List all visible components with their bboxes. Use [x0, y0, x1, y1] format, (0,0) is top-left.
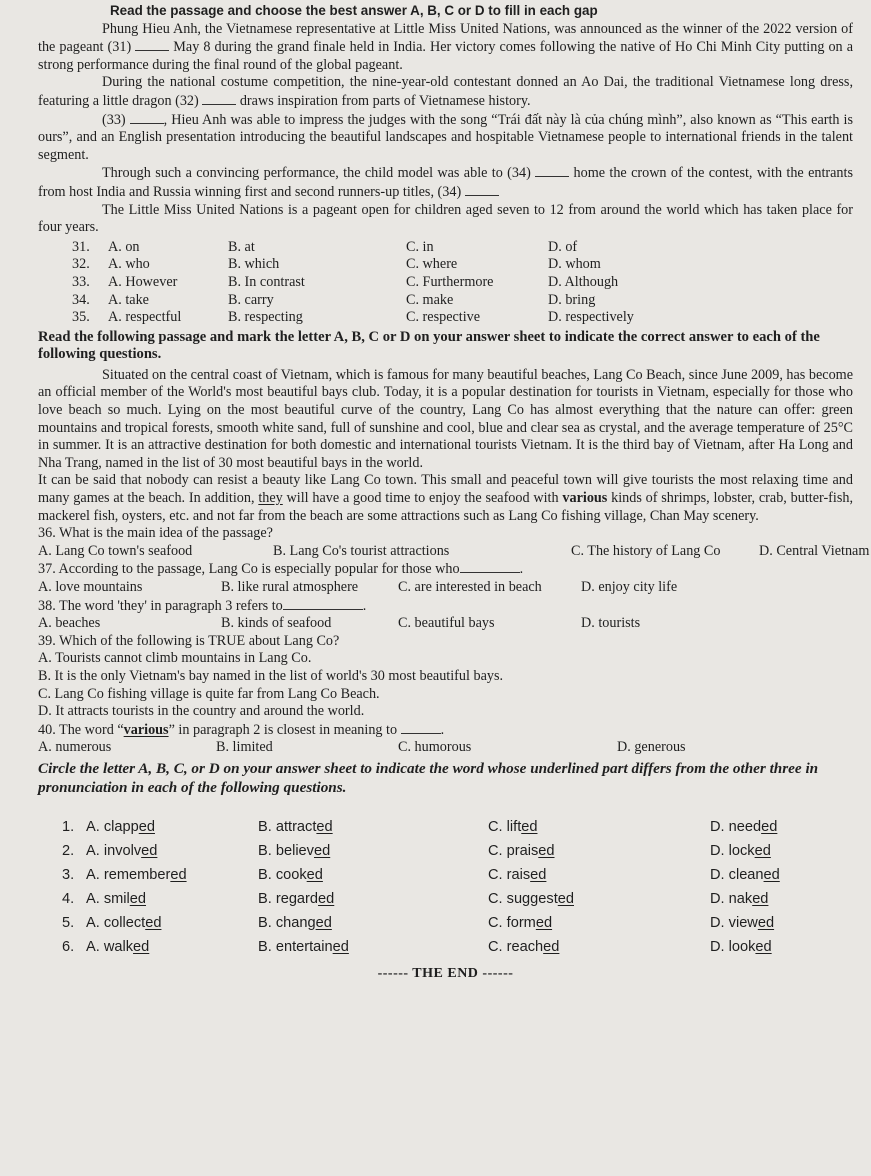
- answer-option[interactable]: D. locked: [710, 842, 771, 859]
- option-39-a[interactable]: A. Tourists cannot climb mountains in Lang Co.: [38, 650, 312, 667]
- question-number: 35.: [72, 309, 90, 326]
- question-number: 5.: [62, 914, 75, 931]
- pronunciation-row: [62, 887, 853, 911]
- passage-pageant: [38, 21, 853, 237]
- passage1-paragraph: [38, 111, 853, 165]
- answer-option[interactable]: C. where: [406, 256, 458, 273]
- question-number: 2.: [62, 842, 75, 859]
- bold-various: various: [562, 490, 608, 507]
- answer-option[interactable]: B. at: [228, 238, 255, 255]
- option-row: [72, 239, 853, 257]
- answer-option[interactable]: C. formed: [488, 914, 553, 931]
- paragraph-text: May 8 during the grand finale held in India. Her victory comes following the native of Ho Chi Minh City putting on a strong performance during the final round of the global pageant.: [38, 39, 853, 73]
- question-number: 1.: [62, 818, 75, 835]
- answer-option[interactable]: D. naked: [710, 890, 769, 907]
- p2-text-c: kinds of shrimps, lobster, crab, butter-fish, mackerel fish, oysters, etc. and not far from the beach are some attractions such as Lang Co fishing village, Chan May scenery.: [38, 490, 853, 524]
- answer-option[interactable]: C. respective: [406, 309, 481, 326]
- paragraph-text: Through such a convincing performance, the child model was able to (34): [102, 165, 536, 182]
- pronunciation-row: [62, 911, 853, 935]
- answer-option[interactable]: A. smiled: [86, 890, 147, 907]
- p2-text-b: will have a good time to enjoy the seafood with: [282, 490, 563, 507]
- question-36: 36. What is the main idea of the passage?: [38, 525, 273, 542]
- question-38-options: [38, 615, 853, 633]
- answer-option[interactable]: A. walked: [86, 938, 150, 955]
- q38-text: 38. The word 'they' in paragraph 3 refers to: [38, 597, 283, 614]
- answer-option[interactable]: A. collected: [86, 914, 162, 931]
- answer-option[interactable]: D. whom: [548, 256, 601, 273]
- answer-option[interactable]: B. entertained: [258, 938, 349, 955]
- answer-option[interactable]: B. respecting: [228, 309, 303, 326]
- answer-option[interactable]: A. on: [108, 238, 140, 255]
- answer-gap: [460, 560, 520, 573]
- option-38-c[interactable]: C. beautiful bays: [398, 615, 495, 632]
- options-31-35: [38, 239, 853, 327]
- answer-option[interactable]: A. involved: [86, 842, 158, 859]
- option-row: [72, 309, 853, 327]
- paragraph-text: draws inspiration from parts of Vietnamese history.: [236, 92, 531, 109]
- answer-option[interactable]: B. attracted: [258, 818, 333, 835]
- paragraph-text: , Hieu Anh was able to impress the judges with the song “Trái đất này là của chúng mình”, also known as “This earth is ours”, and an English presentation introducing the beautiful landscapes and hospitable Vietnamese people to international friends in the talent segment.: [38, 111, 854, 163]
- answer-option[interactable]: D. of: [548, 238, 578, 255]
- option-37-c[interactable]: C. are interested in beach: [398, 579, 542, 595]
- question-number: 33.: [72, 273, 90, 290]
- q40-text-a: 40. The word “: [38, 721, 124, 738]
- answer-gap: [465, 183, 499, 196]
- q37-text: 37. According to the passage, Lang Co is especially popular for those who: [38, 561, 460, 578]
- answer-option[interactable]: C. make: [406, 291, 454, 308]
- answer-option[interactable]: B. carry: [228, 291, 274, 308]
- option-37-a[interactable]: A. love mountains: [38, 579, 143, 595]
- section3-heading: Circle the letter A, B, C, or D on your answer sheet to indicate the word whose underlined part differs from the other three in pronunciation in each of the following questions.: [38, 759, 819, 796]
- answer-option[interactable]: A. respectful: [108, 309, 182, 326]
- question-number: 34.: [72, 291, 90, 308]
- answer-option[interactable]: B. which: [228, 256, 280, 273]
- the-end-label: ------ THE END ------: [377, 965, 514, 981]
- paragraph-text: (33): [102, 111, 130, 128]
- option-38-a[interactable]: A. beaches: [38, 615, 101, 632]
- option-row: [72, 292, 853, 310]
- question-37: 37. According to the passage, Lang Co is especially popular for those who .: [38, 561, 524, 578]
- answer-option[interactable]: A. take: [108, 291, 149, 308]
- question-36-options: [38, 542, 870, 561]
- answer-gap: [130, 111, 164, 124]
- question-39: 39. Which of the following is TRUE about Lang Co?: [38, 632, 340, 649]
- question-number: 3.: [62, 866, 75, 883]
- option-40-d[interactable]: D. generous: [617, 739, 686, 756]
- answer-gap: [535, 164, 569, 177]
- pronunciation-row: [62, 863, 853, 887]
- underlined-they: they: [258, 490, 283, 507]
- answer-option[interactable]: C. raised: [488, 866, 547, 883]
- paragraph-text: Phung Hieu Anh, the Vietnamese representative at Little Miss United Nations, was announced as the winner of the 2022 version of the pageant (31): [38, 20, 853, 56]
- answer-option[interactable]: C. lifted: [488, 818, 538, 835]
- passage1-paragraph: [38, 164, 853, 201]
- option-36-d[interactable]: D. Central Vietnam: [759, 542, 870, 559]
- answer-option[interactable]: C. Furthermore: [406, 273, 494, 290]
- answer-option[interactable]: C. praised: [488, 842, 555, 859]
- question-number: 4.: [62, 890, 75, 907]
- question-number: 31.: [72, 238, 90, 255]
- passage1-paragraph: [38, 202, 853, 237]
- option-36-a[interactable]: A. Lang Co town's seafood: [38, 542, 193, 559]
- pronunciation-row: [62, 935, 853, 959]
- question-40-options: [38, 739, 853, 757]
- answer-option[interactable]: A. However: [108, 273, 178, 290]
- questions-36-40: [38, 525, 870, 757]
- question-40: 40. The word “various” in paragraph 2 is closest in meaning to .: [38, 721, 445, 738]
- option-row: [72, 274, 853, 292]
- option-36-b[interactable]: B. Lang Co's tourist attractions: [273, 542, 450, 559]
- answer-option[interactable]: B. believed: [258, 842, 331, 859]
- answer-option[interactable]: A. clapped: [86, 818, 155, 835]
- answer-option[interactable]: D. respectively: [548, 309, 634, 326]
- answer-option[interactable]: D. cleaned: [710, 866, 780, 883]
- answer-option[interactable]: B. changed: [258, 914, 332, 931]
- answer-option[interactable]: D. viewed: [710, 914, 775, 931]
- pronunciation-row: [62, 815, 853, 839]
- answer-gap: [202, 92, 236, 105]
- passage2-paragraph1: Situated on the central coast of Vietnam, which is famous for many beautiful beaches, Lang Co Beach, since June 2009, has become an official member of the World's most beautiful bays club. Today, it is a popular destination for tourists in Vietnam, especially for those who love beach so much. Lying on the most beautiful curve of the country, Lang Co has almost everything that the nature can offer: green mountains and tropical forests, smooth white sand, full of sunshine and cool, blue and clear sea as crystal, and the average temperature of 25°C in summer. It is an attractive destination for both domestic and international tourists Vietnam. It is the third bay of Vietnam, after Ha Long and Nha Trang, named in the list of 30 most beautiful bays in the world.: [38, 366, 853, 471]
- paragraph-text: The Little Miss United Nations is a pageant open for children aged seven to 12 from around the world which has taken place for four years.: [38, 201, 853, 236]
- answer-option[interactable]: C. in: [406, 238, 434, 255]
- option-36-c[interactable]: C. The history of Lang Co: [571, 542, 721, 559]
- answer-option[interactable]: D. needed: [710, 818, 778, 835]
- question-37-options: [38, 579, 853, 597]
- question-38: 38. The word 'they' in paragraph 3 refers to .: [38, 597, 367, 614]
- option-row: [72, 256, 853, 274]
- answer-gap: [135, 38, 169, 51]
- section1-heading: Read the passage and choose the best answer A, B, C or D to fill in each gap: [110, 3, 598, 18]
- option-39-c[interactable]: C. Lang Co fishing village is quite far from Lang Co Beach.: [38, 685, 380, 702]
- p2-text-a: It can be said that nobody can resist a beauty like Lang Co town. This small and peaceful town will give tourists the most relaxing time and many games at the beach. In addition,: [38, 472, 853, 507]
- option-40-c[interactable]: C. humorous: [398, 739, 472, 756]
- q40-text-b: ” in paragraph 2 is closest in meaning to: [168, 721, 398, 738]
- answer-option[interactable]: B. cooked: [258, 866, 323, 883]
- answer-option[interactable]: A. who: [108, 256, 150, 273]
- section2-heading: Read the following passage and mark the letter A, B, C or D on your answer sheet to indicate the correct answer to each of the following questions.: [38, 328, 820, 363]
- passage2-paragraph2: [38, 472, 853, 525]
- answer-option[interactable]: B. In contrast: [228, 273, 305, 290]
- paragraph-text: During the national costume competition, the nine-year-old contestant donned an Ao Dai, the traditional Vietnamese long dress, featuring a little dragon (32): [38, 74, 853, 109]
- pronunciation-questions: [38, 815, 853, 959]
- answer-option[interactable]: A. remembered: [86, 866, 187, 883]
- question-number: 32.: [72, 256, 90, 273]
- option-39-d[interactable]: D. It attracts tourists in the country and around the world.: [38, 703, 365, 720]
- passage1-paragraph: [38, 74, 853, 110]
- option-37-b[interactable]: B. like rural atmosphere: [221, 579, 359, 595]
- answer-option[interactable]: C. suggested: [488, 890, 574, 907]
- option-38-d[interactable]: D. tourists: [581, 615, 641, 632]
- answer-gap: [283, 597, 363, 610]
- answer-option[interactable]: B. regarded: [258, 890, 335, 907]
- option-38-b[interactable]: B. kinds of seafood: [221, 615, 332, 632]
- pronunciation-row: [62, 839, 853, 863]
- option-39-b[interactable]: B. It is the only Vietnam's bay named in the list of world's 30 most beautiful bays.: [38, 667, 504, 684]
- option-40-b[interactable]: B. limited: [216, 739, 273, 756]
- option-40-a[interactable]: A. numerous: [38, 739, 112, 756]
- answer-option[interactable]: D. looked: [710, 938, 772, 955]
- answer-option[interactable]: C. reached: [488, 938, 560, 955]
- paragraph-text: home the crown of the contest, with the entrants from host India and Russia winning first and second runners-up titles, (34): [38, 165, 853, 200]
- passage1-paragraph: [38, 21, 853, 75]
- q40-underlined-word: various: [123, 721, 169, 738]
- answer-gap: [401, 721, 441, 734]
- answer-option[interactable]: D. Although: [548, 273, 619, 290]
- answer-option[interactable]: D. bring: [548, 291, 596, 308]
- question-number: 6.: [62, 938, 75, 955]
- option-37-d[interactable]: D. enjoy city life: [581, 579, 678, 595]
